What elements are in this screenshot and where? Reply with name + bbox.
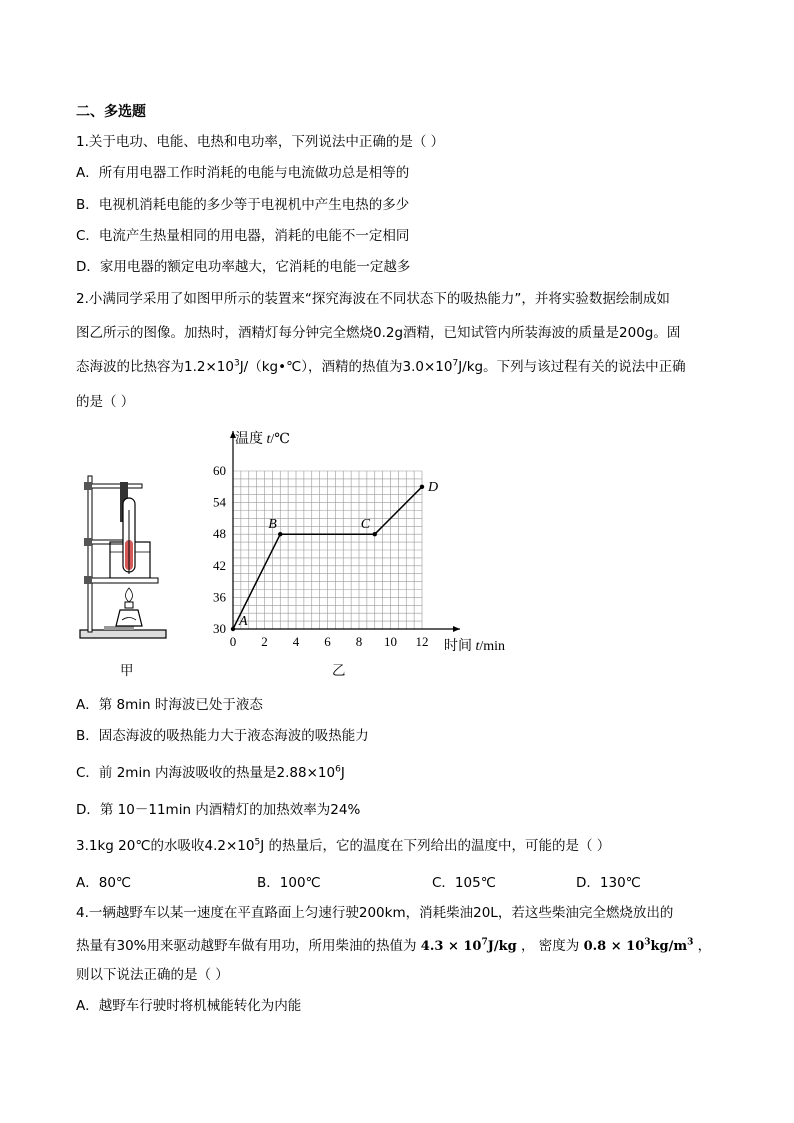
q1-option-d: D．家用电器的额定电功率越大，它消耗的电能一定越多 [76,259,411,275]
q2-line3-part1: 态海波的比热容为1.2×10 [76,359,234,375]
q1-stem: 1.关于电功、电能、电热和电功率，下列说法中正确的是（ ） [76,134,445,150]
q3-option-d: D．130℃ [576,875,641,891]
q4-heat-value-base: 4.3 × 10 [420,939,482,954]
q2-stem-line2: 图乙所示的图像。加热时，酒精灯每分钟完全燃烧0.2g酒精，已知试管内所装海波的质量是200g。固 [76,325,681,341]
q4-heat-value-unit: J/kg [487,939,517,954]
q4-density-unit-exp: 3 [687,937,694,948]
q4-density-unit: kg/m [650,939,688,954]
q4-option-a: A．越野车行驶时将机械能转化为内能 [76,998,302,1014]
temperature-time-chart [200,420,530,660]
data-point-C [373,532,377,536]
q3-option-b: B．100℃ [257,875,321,891]
q4-density-base: 0.8 × 10 [583,939,645,954]
figure-label-right: 乙 [332,663,346,679]
q4-stem-line1: 4.一辆越野车以某一速度在平直路面上匀速行驶200km，消耗柴油20L，若这些柴油完全燃烧放出的 [76,905,674,921]
x-tick-label: 10 [384,634,397,649]
q3-stem [76,837,610,855]
apparatus-figure [74,470,174,645]
q2-option-c-unit: J [340,765,345,781]
y-tick-label: 60 [213,463,226,478]
section-title: 二、多选题 [76,104,146,120]
y-tick-label: 30 [213,621,226,636]
q2-option-d: D．第 10－11min 内酒精灯的加热效率为24% [76,802,361,818]
q3-stem-part2: J 的热量后，它的温度在下列给出的温度中，可能的是（ ） [260,838,611,854]
q4-stem-line3: 则以下说法正确的是（ ） [76,967,229,983]
y-tick-label: 36 [213,589,226,605]
q4-stem-line2 [76,937,711,956]
q2-stem-line4: 的是（ ） [76,394,135,410]
data-point-D [420,485,424,489]
q4-heat-value [421,939,517,954]
q4-density-exp: 3 [644,937,651,948]
q2-line3-exp1: 3 [233,358,240,369]
y-tick-label: 42 [213,557,226,573]
q4-line2-part1: 热量有30%用来驱动越野车做有用功，所用柴油的热值为 [76,938,421,954]
q2-option-c [76,764,345,782]
q2-stem-line3 [76,358,686,376]
q2-option-a: A．第 8min 时海波已处于液态 [76,697,263,713]
x-axis-arrow [453,626,460,632]
x-tick-label: 0 [229,634,237,649]
q2-option-b: B．固态海波的吸热能力大于液态海波的吸热能力 [76,728,369,744]
point-label-B: B [268,517,277,533]
point-label-D: D [428,479,439,495]
x-tick-label: 8 [355,634,363,649]
x-tick-label: 12 [415,634,429,649]
q4-heat-value-exp: 7 [481,937,488,948]
y-tick-label: 54 [213,494,226,510]
q1-option-b: B．电视机消耗电能的多少等于电视机中产生电热的多少 [76,197,410,213]
q2-stem-line1: 2.小满同学采用了如图甲所示的装置来“探究海波在不同状态下的吸热能力”，并将实验数据绘制成如 [76,291,670,307]
x-tick-label: 6 [324,634,331,649]
q2-line3-exp2: 7 [452,358,459,369]
q3-stem-exp: 5 [254,837,261,848]
q2-option-c-exp: 6 [335,764,341,775]
point-label-C: C [360,517,371,533]
y-axis-label: 温度 t/℃ [235,432,290,447]
q1-option-c: C．电流产生热量相同的用电器，消耗的电能不一定相同 [76,228,410,244]
q3-option-c: C．105℃ [432,875,496,891]
q4-line2-part3: ， [693,938,712,954]
x-tick-label: 2 [261,634,268,649]
q2-option-c-text: C．前 2min 内海波吸收的热量是2.88×10 [76,765,336,781]
data-point-A [231,627,235,631]
q3-stem-part1: 3.1kg 20℃的水吸收4.2×10 [76,838,255,854]
q3-option-a: A．80℃ [76,875,132,891]
q1-option-a: A．所有用电器工作时消耗的电能与电流做功总是相等的 [76,165,410,181]
q2-line3-part2: J/（kg•℃），酒精的热值为3.0×10 [239,359,453,375]
point-label-A: A [239,614,248,629]
x-axis-label: 时间 t/min [444,639,506,654]
y-tick-label: 48 [213,526,226,542]
x-tick-label: 4 [292,634,300,649]
q2-line3-part3: J/kg。下列与该过程有关的说法中正确 [458,359,686,375]
figure-label-left: 甲 [120,663,134,679]
q4-density-value [584,939,694,954]
q4-line2-part2: ， 密度为 [516,938,584,954]
data-point-B [278,532,282,536]
